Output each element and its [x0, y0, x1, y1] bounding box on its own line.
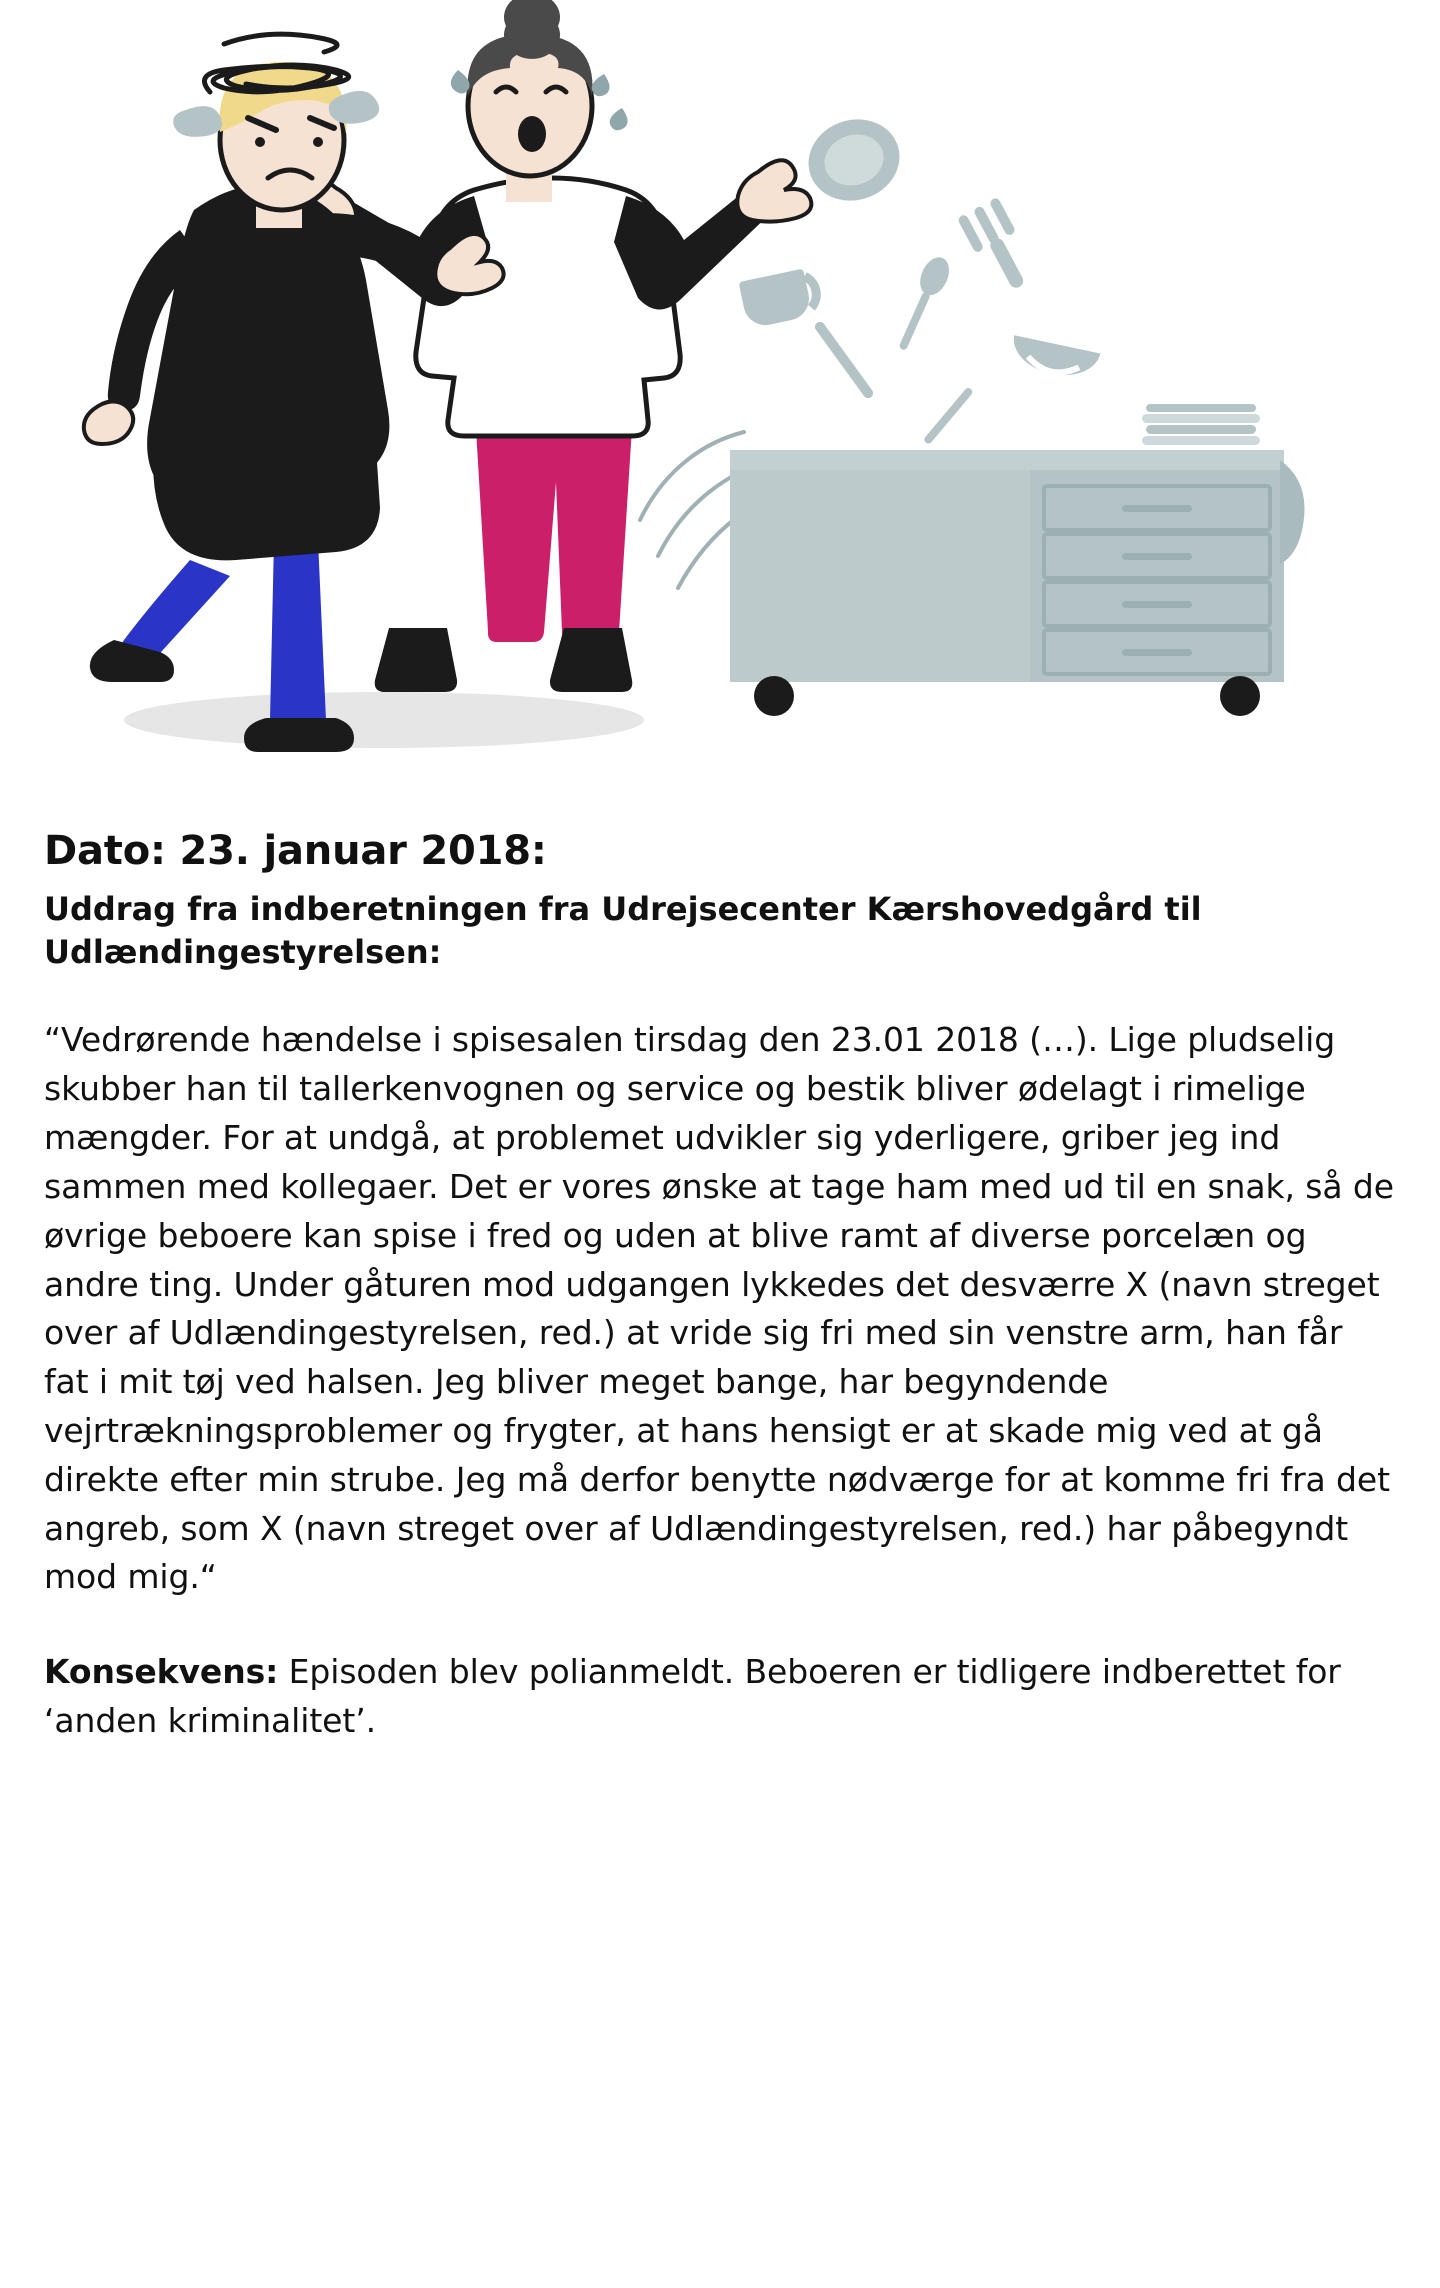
article-subtitle: Uddrag fra indberetningen fra Udrejsecenter Kærshovedgård til Udlændingestyrelsen:: [44, 890, 1202, 972]
resident-eye-right: [313, 137, 323, 147]
resident-shoe-front: [244, 718, 354, 752]
staff-hair-bun: [504, 0, 560, 59]
cart-wheel-left: [754, 676, 794, 716]
floor-shadow-left: [124, 692, 644, 748]
plate-stack: [1142, 404, 1260, 445]
consequence-paragraph: [44, 1648, 1396, 1746]
cart-top: [730, 450, 1284, 470]
illustration-svg: [44, 0, 1396, 820]
resident-eye-left: [255, 137, 265, 147]
cart-left-panel: [730, 470, 1030, 682]
cart-towel: [1280, 460, 1305, 564]
report-quote: “Vedrørende hændelse i spisesalen tirsdag den 23.01 2018 (…). Lige pludselig skubber han til tallerkenvognen og service og bestik bliver ødelagt i rimelige mængder. For at undgå, at problemet udvikler sig yderligere, griber jeg ind sammen med kollegaer. Det er vores ønske at tage ham med ud til en snak, så de øvrige beboere kan spise i fred og uden at blive ramt af diverse porcelæn og andre ting. Under gåturen mod udgangen lykkedes det desværre X (navn streget over af Udlændingestyrelsen, red.) at vride sig fri med sin venstre arm, han får fat i mit tøj ved halsen. Jeg bliver meget bange, har begyndende vejrtrækningsproblemer og frygter, at hans hensigt er at skade mig ved at gå direkte efter min strube. Jeg må derfor benytte nødværge for at komme fri fra det angreb, som X (navn streget over af Udlændingestyrelsen, red.) har påbegyndt mod mig.“: [44, 1020, 1394, 1597]
resident-hand-back: [84, 401, 133, 444]
cart-wheel-right: [1220, 676, 1260, 716]
illustration-figure: [44, 0, 1396, 820]
flying-dishes: [739, 108, 1101, 445]
staff-mouth: [518, 116, 546, 152]
dish-cart: [640, 404, 1305, 716]
page-title: Dato: 23. januar 2018:: [44, 828, 547, 874]
consequence-text: Episoden blev polianmeldt. Beboeren er tidligere indberettet for ‘anden kriminalitet’.: [44, 1652, 1341, 1741]
staff-shoe-left: [375, 628, 457, 692]
resident-coat-skirt: [153, 416, 380, 560]
staff-hand-right: [737, 160, 811, 221]
resident-leg-front: [270, 540, 326, 734]
consequence-label: Konsekvens:: [44, 1652, 279, 1692]
staff-shoe-right: [550, 628, 632, 692]
